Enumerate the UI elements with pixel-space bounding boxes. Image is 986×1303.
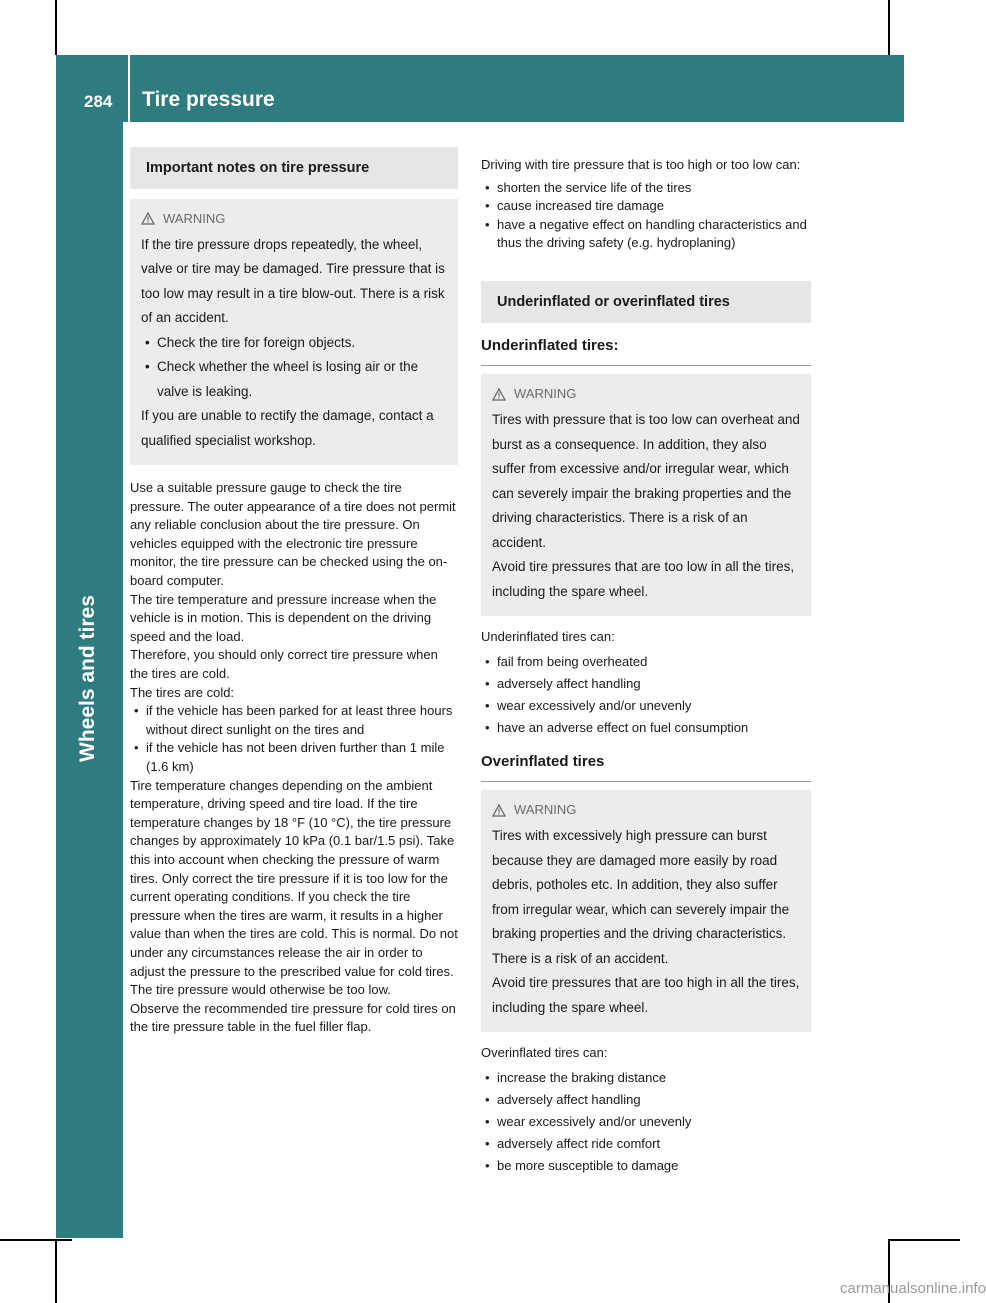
list-item: • wear excessively and/or unevenly: [481, 695, 811, 717]
intro-list: [481, 179, 811, 253]
section-heading: Important notes on tire pressure: [130, 147, 458, 189]
warning-text: Tires with excessively high pressure can burst because they are damaged more easily by road debris, potholes etc. In addition, they also suffer from irregular wear, which can severely impair the braking properties and the driving characteristics. There is a risk of an accident.: [492, 828, 790, 966]
list-item: • have an adverse effect on fuel consumption: [481, 717, 811, 739]
warning-box: [481, 790, 811, 1032]
crop-mark: [888, 1239, 960, 1241]
cold-conditions-list: [130, 702, 458, 776]
warning-text: If the tire pressure drops repeatedly, the wheel, valve or tire may be damaged. Tire pressure that is too low may result in a tire blow-out. There is a risk of an accident.: [141, 236, 445, 326]
warning-triangle-icon: [492, 804, 506, 817]
section-heading: Underinflated or overinflated tires: [481, 281, 811, 323]
list-item: • Check whether the wheel is losing air or the valve is leaking.: [141, 355, 447, 404]
list-item: • adversely affect handling: [481, 673, 811, 695]
page-number: 284: [84, 92, 113, 111]
warning-triangle-icon: [141, 212, 155, 225]
paragraph: Underinflated tires can:: [481, 629, 615, 645]
warning-box: [481, 374, 811, 616]
warning-label: WARNING: [514, 802, 577, 818]
list-item: • shorten the service life of the tires: [481, 179, 811, 198]
list-item: • wear excessively and/or unevenly: [481, 1111, 811, 1133]
left-column: [130, 147, 458, 1037]
warning-text: Avoid tire pressures that are too low in all the tires, including the spare wheel.: [492, 559, 795, 599]
list-item: • if the vehicle has been parked for at least three hours without direct sunlight on the tires and: [130, 702, 458, 739]
page-title: Tire pressure: [142, 88, 275, 111]
paragraph: Overinflated tires can:: [481, 1045, 608, 1061]
crop-mark: [55, 1239, 57, 1303]
list-item: • adversely affect ride comfort: [481, 1133, 811, 1155]
warning-header: [492, 384, 800, 404]
paragraph: Observe the recommended tire pressure for cold tires on the tire pressure table in the fuel filler flap.: [130, 1000, 456, 1035]
warning-text: Tires with pressure that is too low can overheat and burst as a consequence. In addition, they also suffer from excessive and/or irregular wear, which can severely impair the braking properties and the driving characteristics. There is a risk of an accident.: [492, 412, 800, 550]
list-item: • if the vehicle has not been driven further than 1 mile (1.6 km): [130, 739, 458, 776]
paragraph: The tire temperature and pressure increase when the vehicle is in motion. This is dependent on the driving speed and the load.: [130, 591, 437, 644]
warning-text: Avoid tire pressures that are too high in all the tires, including the spare wheel.: [492, 975, 800, 1015]
list-item: • increase the braking distance: [481, 1067, 811, 1089]
overinflated-effects-list: [481, 1067, 811, 1177]
crop-mark: [55, 0, 57, 55]
paragraph: Tire temperature changes depending on the ambient temperature, driving speed and tire load. If the tire temperature changes by 18 °F (10 °C), the tire pressure changes by approximately 10 kPa (0.1 bar/1.5 psi). Take this into account when checking the pressure of warm tires. Only correct the tire pressure if it is too low for the current operating conditions. If you check the tire pressure when the tires are warm, it results in a higher value than when the tires are cold. This is normal. Do not under any circumstances release the air in order to adjust the pressure to the prescribed value for cold tires. The tire pressure would otherwise be too low.: [130, 777, 458, 998]
watermark: carmanualsonline.info: [840, 1280, 986, 1297]
list-item: • adversely affect handling: [481, 1089, 811, 1111]
warning-bullets: [141, 331, 447, 405]
right-column: [481, 156, 811, 1177]
crop-mark: [888, 0, 890, 55]
warning-label: WARNING: [514, 386, 577, 402]
list-item: • fail from being overheated: [481, 651, 811, 673]
warning-header: [141, 209, 447, 229]
subsection-heading: Overinflated tires: [481, 753, 811, 783]
warning-text: If you are unable to rectify the damage, contact a qualified specialist workshop.: [141, 408, 434, 448]
paragraph: The tires are cold:: [130, 684, 235, 700]
crop-mark: [0, 1239, 72, 1241]
warning-header: [492, 800, 800, 820]
warning-box: [130, 199, 458, 466]
list-item: • have a negative effect on handling characteristics and thus the driving safety (e.g. hydroplaning): [481, 216, 811, 253]
warning-label: WARNING: [163, 210, 226, 226]
list-item: • be more susceptible to damage: [481, 1155, 811, 1177]
list-item: • Check the tire for foreign objects.: [141, 331, 447, 356]
paragraph: Driving with tire pressure that is too high or too low can:: [481, 157, 801, 172]
paragraph: Therefore, you should only correct tire pressure when the tires are cold.: [130, 647, 438, 682]
warning-triangle-icon: [492, 388, 506, 401]
header-divider: [128, 55, 130, 122]
underinflated-effects-list: [481, 651, 811, 739]
subsection-heading: Underinflated tires:: [481, 337, 811, 367]
list-item: • cause increased tire damage: [481, 197, 811, 216]
paragraph: Use a suitable pressure gauge to check the tire pressure. The outer appearance of a tire does not permit any reliable conclusion about the tire pressure. On vehicles equipped with the electronic tire pressure monitor, the tire pressure can be checked using the on-board computer.: [130, 480, 456, 589]
